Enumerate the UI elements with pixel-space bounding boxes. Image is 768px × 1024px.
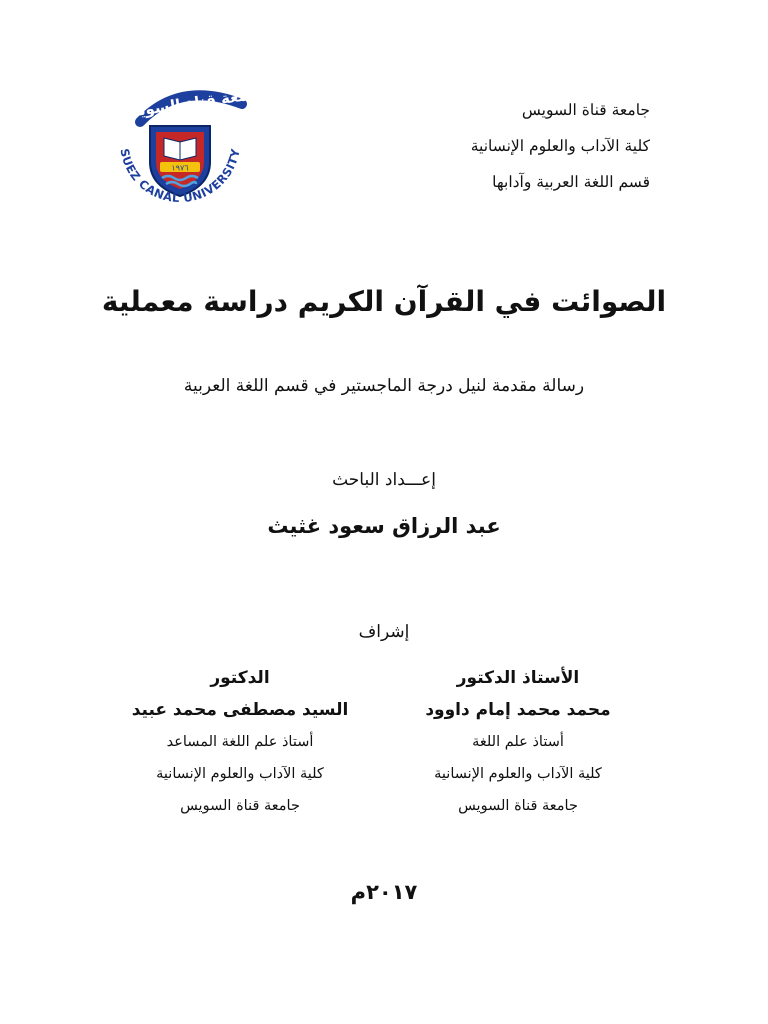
supervisor-1 xyxy=(378,662,658,822)
supervisor-1-faculty: كلية الآداب والعلوم الإنسانية xyxy=(434,766,602,782)
supervisor-1-name: محمد محمد إمام داوود xyxy=(425,700,611,720)
supervisor-1-title: الأستاذ الدكتور xyxy=(456,668,580,688)
supervisor-2-faculty: كلية الآداب والعلوم الإنسانية xyxy=(156,766,324,782)
supervisor-2 xyxy=(100,662,380,822)
university-seal-icon xyxy=(100,82,260,214)
institution-header xyxy=(420,92,650,200)
supervisor-2-title: الدكتور xyxy=(210,668,270,688)
supervisor-1-university: جامعة قناة السويس xyxy=(458,798,578,814)
supervisor-2-university: جامعة قناة السويس xyxy=(180,798,300,814)
university-name: جامعة قناة السويس xyxy=(521,101,650,119)
supervision-label: إشراف xyxy=(358,622,410,642)
supervisor-1-position: أستاذ علم اللغة xyxy=(472,734,564,750)
logo-arabic-text: جامعة قناة السويس xyxy=(117,83,260,123)
logo-year-text: ١٩٧٦ xyxy=(171,163,189,173)
thesis-title: الصوائت في القرآن الكريم دراسة معملية xyxy=(101,285,667,318)
university-logo xyxy=(100,82,260,214)
logo-english-text: SUEZ CANAL UNIVERSITY xyxy=(117,147,243,206)
researcher-name: عبد الرزاق سعود غثيث xyxy=(267,514,501,538)
year: ٢٠١٧م xyxy=(350,880,418,904)
faculty-name: كلية الآداب والعلوم الإنسانية xyxy=(470,137,650,155)
thesis-subtitle: رسالة مقدمة لنيل درجة الماجستير في قسم اللغة العربية xyxy=(183,376,585,396)
department-name: قسم اللغة العربية وآدابها xyxy=(492,173,650,191)
prepared-by-label: إعـــداد الباحث xyxy=(332,470,436,490)
supervisor-2-position: أستاذ علم اللغة المساعد xyxy=(166,734,314,750)
supervisor-2-name: السيد مصطفى محمد عبيد xyxy=(131,700,349,720)
